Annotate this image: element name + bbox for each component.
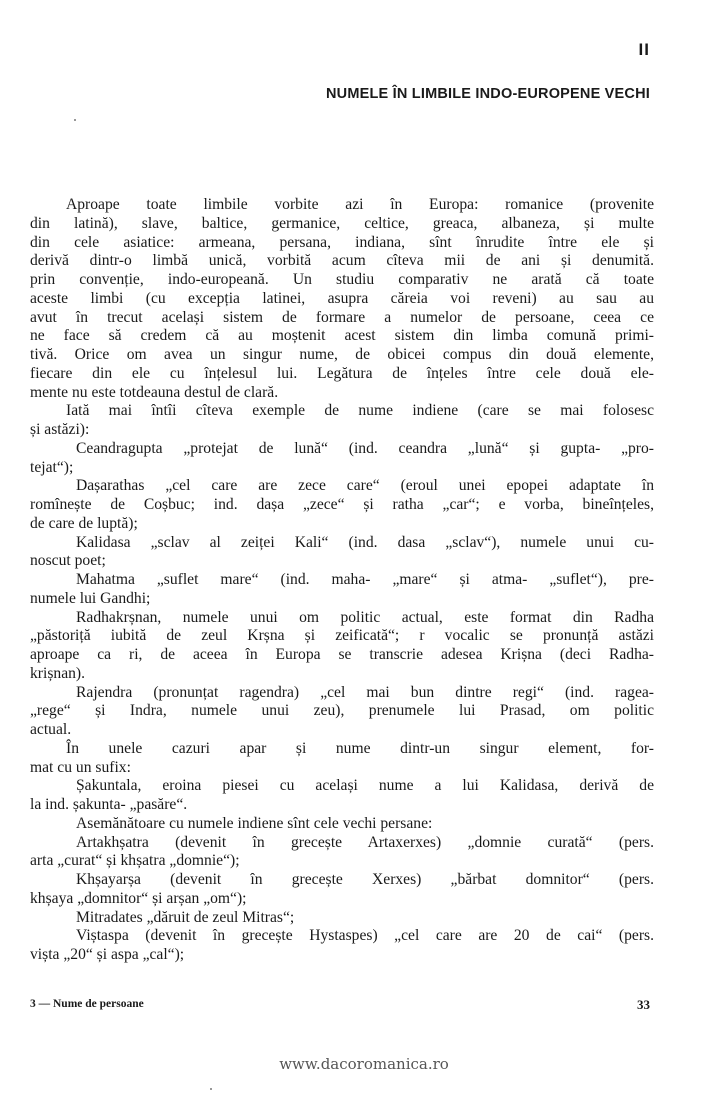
speck-mark	[74, 119, 76, 121]
signature-mark: 3 — Nume de persoane	[30, 998, 144, 1010]
text-line: Șakuntala, eroina piesei cu același nume a lui Kalidasa, derivă de	[76, 777, 654, 795]
watermark-link[interactable]: www.dacoromanica.ro	[279, 1055, 449, 1073]
text-line: din cele asiatice: armeana, persana, indiana, sînt înrudite între ele și	[30, 233, 654, 251]
text-line: romînește de Coșbuc; ind. dașa „zece“ și ratha „car“; e vorba, bineînțeles,	[30, 496, 654, 513]
text-line: tivă. Orice om avea un singur nume, de obicei compus din două elemente,	[30, 346, 654, 363]
text-line: și astăzi):	[30, 421, 90, 438]
text-line: fiecare din ele cu înțelesul lui. Legătura de înțeles între cele două ele-	[30, 364, 654, 382]
text-line: vișta „20“ și aspa „cal“);	[30, 946, 185, 963]
text-line: Rajendra (pronunțat ragendra) „cel mai bun dintre regi“ (ind. ragea-	[76, 683, 654, 701]
speck-mark	[210, 1088, 212, 1090]
chapter-number: II	[638, 40, 650, 59]
text-line: la ind. șakunta- „pasăre“.	[30, 796, 188, 813]
text-line: mat cu un sufix:	[30, 758, 131, 776]
text-line: din latină), slave, baltice, germanice, celtice, greaca, albaneza, și multe	[30, 214, 654, 232]
text-line: khșaya „domnitor“ și arșan „om“);	[30, 889, 247, 907]
text-line: avut în trecut același sistem de formare a numelor de persoane, ceea ce	[30, 308, 654, 326]
text-line: actual.	[30, 721, 72, 738]
text-line: Mahatma „suflet mare“ (ind. maha- „mare“ și atma- „suflet“), pre-	[76, 571, 654, 588]
text-line: În unele cazuri apar și nume dintr-un singur element, for-	[66, 739, 654, 757]
text-line: Iată mai întîi cîteva exemple de nume indiene (care se mai folosesc	[66, 402, 654, 420]
text-line: Asemănătoare cu numele indiene sînt cele vechi persane:	[76, 814, 433, 832]
text-line: Mitradates „dăruit de zeul Mitras“;	[76, 908, 295, 926]
page-number: 33	[637, 997, 650, 1012]
text-line: derivă dintr-o limbă unică, vorbită acum cîteva mii de ani și denumită.	[30, 252, 654, 270]
text-line: Khșayarșa (devenit în grecește Xerxes) „bărbat domnitor“ (pers.	[76, 871, 654, 888]
text-line: Ceandragupta „protejat de lună“ (ind. ceandra „lună“ și gupta- „pro-	[76, 439, 654, 457]
text-line: ne face să credem că au moștenit acest sistem din limba comună primi-	[30, 327, 654, 345]
text-line: krișnan).	[30, 664, 85, 682]
text-line: „rege“ și Indra, numele unui zeu), prenumele lui Prasad, om politic	[30, 702, 654, 720]
text-line: mente nu este totdeauna destul de clară.	[30, 383, 279, 401]
text-line: Dașarathas „cel care are zece care“ (eroul unei epopei adaptate în	[76, 477, 654, 495]
text-line: numele lui Gandhi;	[30, 589, 151, 607]
text-line: aceste limbi (cu excepția latinei, asupra căreia voi reveni) au sau au	[30, 289, 654, 307]
text-line: Radhakrșnan, numele unui om politic actual, este format din Radha	[76, 608, 654, 626]
chapter-title: NUMELE ÎN LIMBILE INDO-EUROPENE VECHI	[326, 86, 650, 102]
text-line: Viștaspa (devenit în grecește Hystaspes) „cel care are 20 de cai“ (pers.	[76, 927, 654, 945]
body-text	[30, 196, 654, 965]
text-line: aproape ca ri, de aceea în Europa se transcrie adesea Krișna (deci Radha-	[30, 646, 654, 663]
text-line: Artakhșatra (devenit în grecește Artaxerxes) „domnie curată“ (pers.	[76, 833, 654, 851]
text-line: prin convenție, indo-europeană. Un studiu comparativ ne arată că toate	[30, 271, 654, 288]
text-line: „păstoriță iubită de zeul Krșna și zeificată“; r vocalic se pronunță astăzi	[30, 627, 654, 645]
text-line: arta „curat“ și khșatra „domnie“);	[30, 852, 240, 870]
text-line: de care de luptă);	[30, 514, 138, 532]
text-line: Kalidasa „sclav al zeiței Kali“ (ind. dasa „sclav“), numele unui cu-	[76, 533, 654, 551]
text-line: noscut poet;	[30, 552, 106, 570]
text-line: tejat“);	[30, 458, 74, 476]
text-line: Aproape toate limbile vorbite azi în Europa: romanice (provenite	[66, 196, 654, 213]
